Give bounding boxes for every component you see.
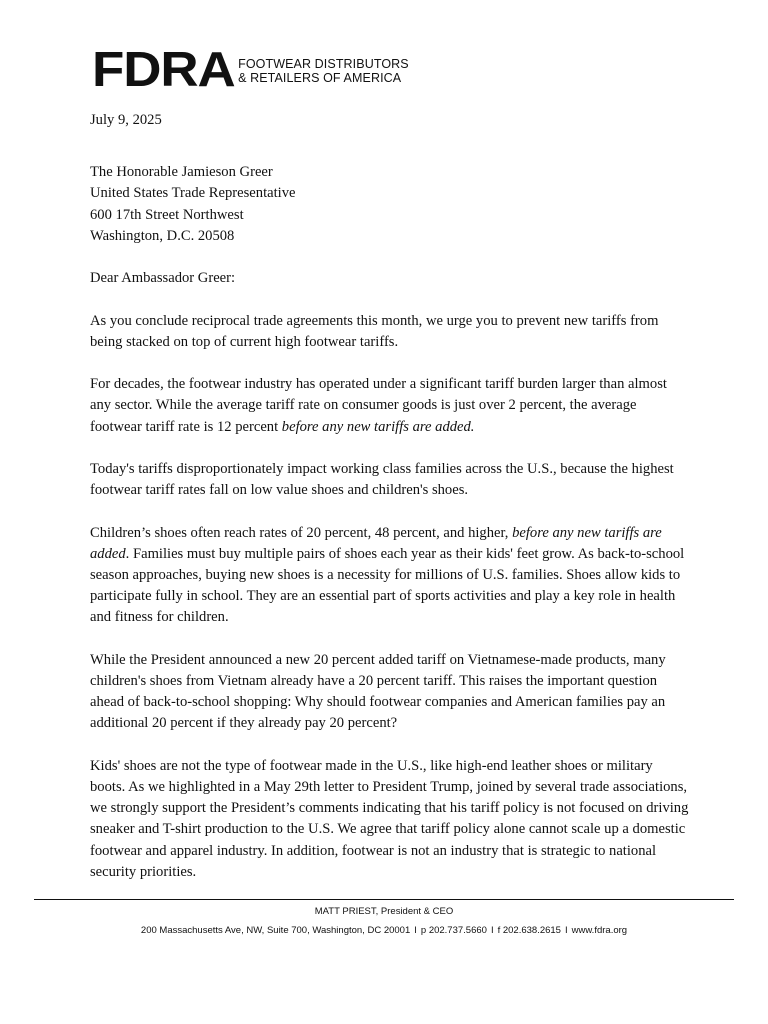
footer-separator: I: [490, 925, 494, 936]
salutation: Dear Ambassador Greer:: [90, 270, 236, 287]
paragraph-1: As you conclude reciprocal trade agreements this month, we urge you to prevent new tariffs from being stacked on top of current high footwear tariffs.: [90, 312, 659, 350]
paragraph-4-text-b: . Families must buy multiple pairs of shoes each year as their kids' feet grow. As back-to-school season approaches, buying new shoes is a necessity for millions of U.S. families. Shoes allow kids to participate fully in school. They are an essential part of sports activities and play a key role in health and fitness for children.: [90, 545, 685, 626]
org-name-line-2: & RETAILERS OF AMERICA: [238, 70, 402, 85]
paragraph-5: While the President announced a new 20 percent added tariff on Vietnamese-made products, many children's shoes from Vietnam already have a 20 percent tariff. This raises the important question ahead of back-to-school shopping: Why should footwear companies and American families pay an additional 20 percent if they already pay 20 percent?: [90, 651, 666, 732]
recipient-address: [90, 162, 690, 247]
paragraph-4-emphasis: before any new tariffs are added: [90, 524, 662, 562]
address-line: 600 17th Street Northwest: [90, 206, 244, 223]
letterhead: [92, 43, 409, 97]
address-line: The Honorable Jamieson Greer: [90, 164, 273, 181]
org-name-line-1: FOOTWEAR DISTRIBUTORS: [238, 56, 409, 71]
paragraph-4-text-a: Children’s shoes often reach rates of 20 percent, 48 percent, and higher,: [90, 524, 513, 541]
paragraph-2-text: For decades, the footwear industry has operated under a significant tariff burden larger than almost any sector. While the average tariff rate on consumer goods is just over 2 percent, the average footwear tariff rate is 12 percent: [90, 376, 667, 435]
footer-separator: I: [564, 925, 568, 936]
footer-separator: I: [414, 925, 417, 936]
address-line: Washington, D.C. 20508: [90, 227, 235, 244]
address-line: United States Trade Representative: [90, 185, 296, 202]
paragraph-3: Today's tariffs disproportionately impact working class families across the U.S., because the highest footwear tariff rates fall on low value shoes and children's shoes.: [90, 460, 674, 499]
footer-signatory: MATT PRIEST, President & CEO: [314, 906, 454, 917]
org-name: [238, 57, 409, 85]
paragraph-6: Kids' shoes are not the type of footwear made in the U.S., like high-end leather shoes or military boots. As we highlighted in a May 29th letter to President Trump, joined by several trade associations, we strongly support the President’s comments indicating that his tariff policy is not focused on driving sneaker and T-shirt production to the U.S. We agree that tariff policy alone cannot scale up a domestic footwear and apparel industry. In addition, footwear is not an industry that is strategic to national security priorities.: [90, 757, 689, 880]
paragraph-2-emphasis: before any new tariffs are added.: [281, 418, 475, 435]
letter-date: July 9, 2025: [90, 112, 162, 128]
paragraph-2: [90, 374, 690, 438]
footer-contact: [0, 925, 768, 936]
fdra-logo: FDRA: [92, 43, 235, 97]
paragraph-4: [90, 523, 690, 629]
footer-phone: p 202.737.5660: [420, 925, 487, 936]
footer-address: 200 Massachusetts Ave, NW, Suite 700, Washington, DC 20001: [140, 925, 411, 936]
footer-website-link[interactable]: www.fdra.org: [571, 925, 628, 936]
footer-divider: [34, 899, 734, 900]
letter-body: [90, 110, 690, 904]
footer-fax: f 202.638.2615: [497, 925, 561, 936]
